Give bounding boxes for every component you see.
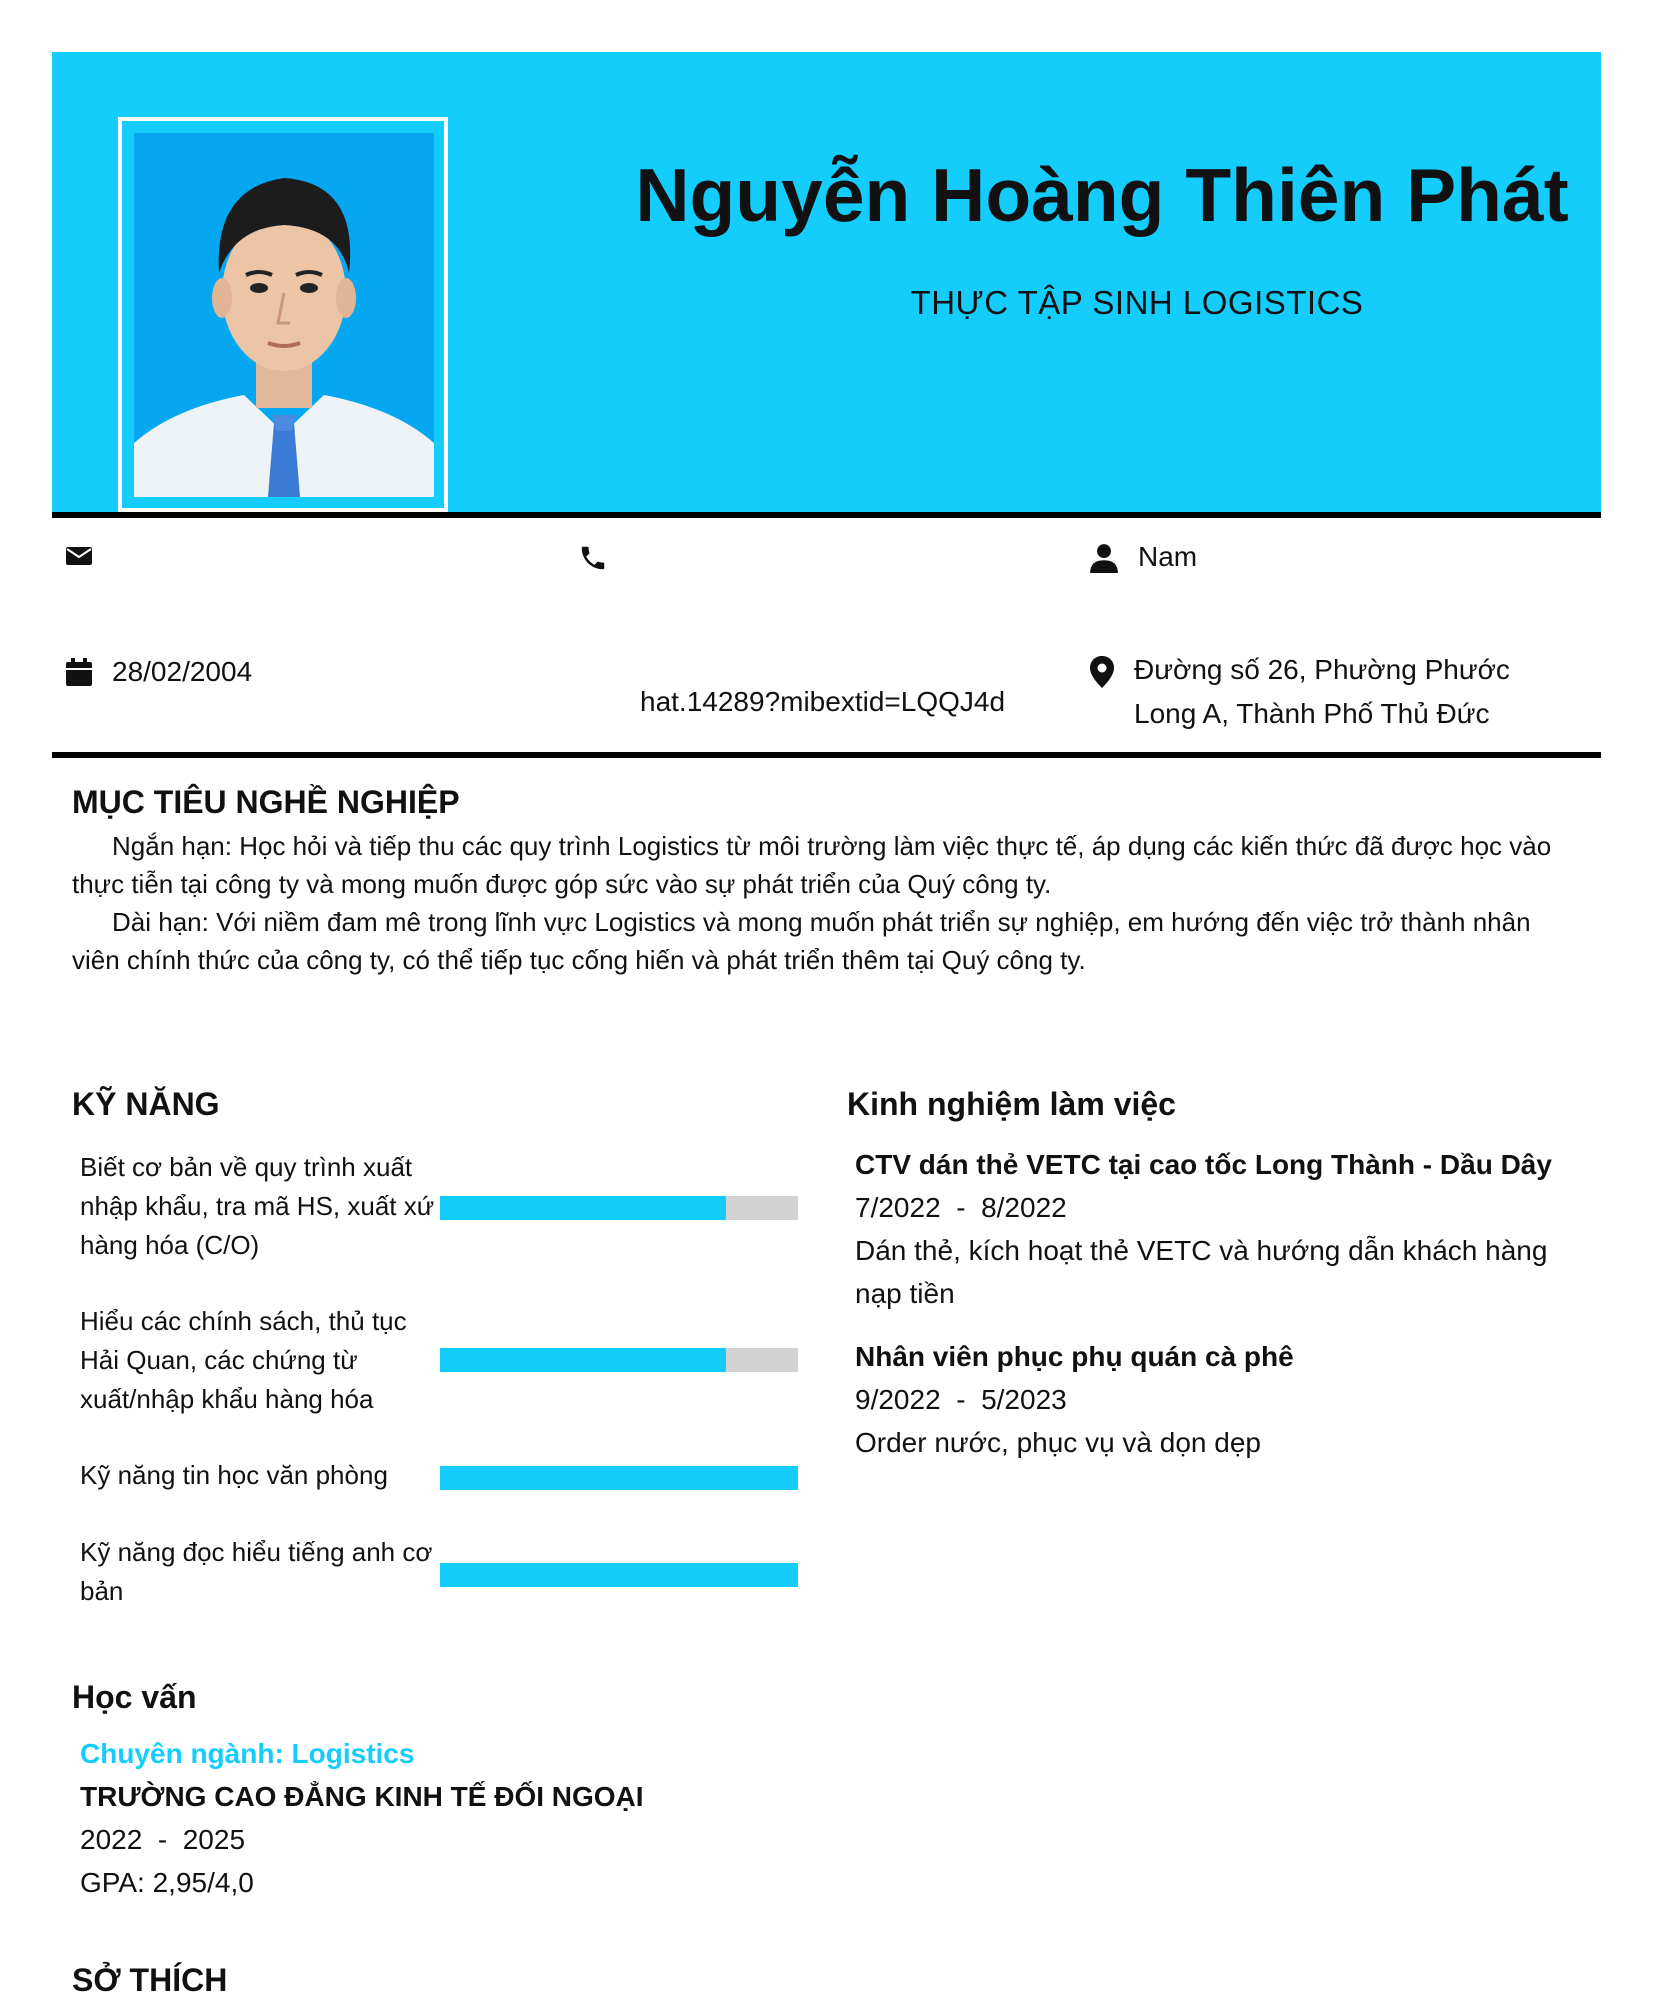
skill-label: Hiểu các chính sách, thủ tục Hải Quan, các chứng từ xuất/nhập khẩu hàng hóa (80, 1306, 407, 1414)
contact-birthdate (66, 650, 252, 694)
header-banner (52, 52, 1601, 516)
birthdate-value: 28/02/2004 (112, 656, 253, 687)
education-gpa: GPA: 2,95/4,0 (80, 1867, 254, 1898)
experience-dates: 9/2022 - 5/2023 (855, 1384, 1067, 1415)
experience-item (855, 1143, 1575, 1315)
education-school: TRƯỜNG CAO ĐẲNG KINH TẾ ĐỐI NGOẠI (80, 1781, 644, 1812)
education-major: Chuyên ngành: Logistics (80, 1738, 415, 1769)
experience-desc: Order nước, phục vụ và dọn dẹp (855, 1427, 1261, 1458)
skill-bar-fill (440, 1466, 798, 1490)
skill-bar-fill (440, 1348, 726, 1372)
experience-item (855, 1335, 1575, 1464)
objective-heading: MỤC TIÊU NGHỀ NGHIỆP (72, 784, 460, 820)
contact-gender (1090, 535, 1197, 579)
experience-heading: Kinh nghiệm làm việc (847, 1086, 1176, 1122)
objective-body (72, 827, 1582, 979)
skill-bar (440, 1466, 798, 1490)
objective-short-term: Ngắn hạn: Học hỏi và tiếp thu các quy trình Logistics từ môi trường làm việc thực tế, áp dụng các kiến thức đã được học vào thực tiễn tại công ty và mong muốn được góp sức vào sự phát triển của Quý công ty. (72, 831, 1552, 899)
address-value: Đường số 26, Phường Phước Long A, Thành Phố Thủ Đức (1134, 654, 1510, 729)
skills-heading: KỸ NĂNG (72, 1086, 220, 1122)
job-title: THỰC TẬP SINH LOGISTICS (910, 284, 1364, 321)
skill-label: Kỹ năng đọc hiểu tiếng anh cơ bản (80, 1537, 433, 1606)
gender-value: Nam (1138, 541, 1198, 572)
contact-phone (578, 535, 628, 573)
contact-email (66, 535, 112, 565)
skill-bar (440, 1563, 798, 1587)
hobbies-heading: SỞ THÍCH (72, 1962, 228, 1998)
location-pin-icon (1090, 656, 1114, 688)
contact-facebook[interactable] (640, 680, 1005, 724)
experience-dates: 7/2022 - 8/2022 (855, 1192, 1067, 1223)
experience-title: CTV dán thẻ VETC tại cao tốc Long Thành - Dầu Dây (855, 1149, 1552, 1180)
experience-title: Nhân viên phục phụ quán cà phê (855, 1341, 1294, 1372)
person-icon (1090, 543, 1118, 573)
candidate-name: Nguyễn Hoàng Thiên Phát (635, 153, 1569, 237)
skill-label: Biết cơ bản về quy trình xuất nhập khẩu, tra mã HS, xuất xứ hàng hóa (C/O) (80, 1152, 435, 1260)
contact-address (1090, 648, 1530, 736)
objective-long-term: Dài hạn: Với niềm đam mê trong lĩnh vực Logistics và mong muốn phát triển sự nghiệp, em hướng đến việc trở thành nhân viên chính thức của công ty, có thể tiếp tục cống hiến và phát triển thêm tại Quý công ty. (72, 907, 1531, 975)
profile-photo (134, 133, 434, 497)
experience-desc: Dán thẻ, kích hoạt thẻ VETC và hướng dẫn khách hàng nạp tiền (855, 1235, 1548, 1309)
education-heading: Học vấn (72, 1679, 197, 1715)
education-years: 2022 - 2025 (80, 1824, 246, 1855)
phone-icon (578, 543, 608, 573)
calendar-icon (66, 658, 92, 686)
divider-top (52, 512, 1601, 518)
mail-icon (66, 543, 92, 565)
skill-label: Kỹ năng tin học văn phòng (80, 1460, 388, 1490)
divider-bottom (52, 752, 1601, 758)
education-block (80, 1732, 780, 1904)
facebook-link[interactable]: hat.14289?mibextid=LQQJ4d (640, 686, 1006, 717)
profile-photo-frame (118, 117, 448, 512)
skill-bar-fill (440, 1563, 798, 1587)
skill-bar (440, 1348, 798, 1372)
skill-bar-fill (440, 1196, 726, 1220)
skill-bar (440, 1196, 798, 1220)
